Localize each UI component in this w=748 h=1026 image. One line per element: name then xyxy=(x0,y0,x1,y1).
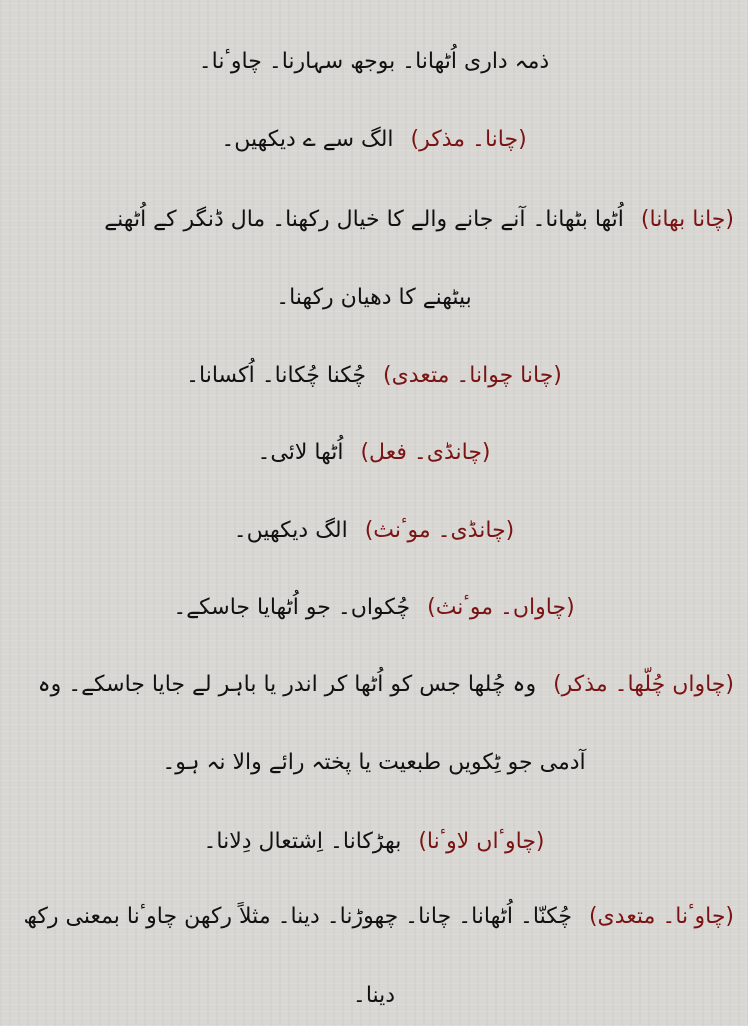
entry-term: (چاواں چُلّھا۔ مذکر) xyxy=(553,672,734,697)
entry-definition: چُکنّا۔ اُٹھانا۔ چانا۔ چھوڑنا۔ دینا۔ مثلاً رکھن چاوٴنا بمعنی رکھ xyxy=(23,904,572,929)
entry-definition: وہ چُلھا جس کو اُٹھا کر اندر یا باہر لے جایا جاسکے۔ وہ xyxy=(37,672,537,697)
entry-line xyxy=(14,822,734,862)
entry-line xyxy=(14,897,734,937)
entry-line xyxy=(14,42,734,82)
entry-definition: آدمی جو ٹِکویں طبعیت یا پختہ رائے والا نہ ہو۔ xyxy=(162,750,586,775)
entry-definition: الگ دیکھیں۔ xyxy=(233,518,348,543)
entry-definition: چُکنا چُکانا۔ اُکسانا۔ xyxy=(186,363,366,388)
entry-term: (چانڈی۔ موٴنث) xyxy=(364,518,515,543)
entry-definition: بیٹھنے کا دھیان رکھنا۔ xyxy=(276,285,472,310)
entry-definition: بھڑکانا۔ اِشتعال دِلانا۔ xyxy=(203,829,402,854)
entry-line xyxy=(14,976,734,1016)
entry-line xyxy=(14,278,734,318)
entry-term: (چانڈی۔ فعل) xyxy=(360,440,491,465)
entry-line xyxy=(14,356,734,396)
entry-line xyxy=(14,120,734,160)
entry-term: (چانا چوانا۔ متعدی) xyxy=(383,363,562,388)
entry-definition: اُٹھا لائی۔ xyxy=(257,440,344,465)
entry-line xyxy=(14,433,734,473)
entry-definition: اُٹھا بٹھانا۔ آنے جانے والے کا خیال رکھنا۔ مال ڈنگر کے اُٹھنے xyxy=(104,207,624,232)
entry-definition: چُکواں۔ جو اُٹھایا جاسکے۔ xyxy=(173,595,411,620)
entry-definition: الگ سے ے دیکھیں۔ xyxy=(221,127,394,152)
entry-definition: ذمہ داری اُٹھانا۔ بوجھ سہارنا۔ چاوٴنا۔ xyxy=(198,49,550,74)
entry-definition: دینا۔ xyxy=(352,983,396,1008)
entry-term: (چانا۔ مذکر) xyxy=(410,127,527,152)
entry-term: (چانا بھانا) xyxy=(640,207,734,232)
entry-line xyxy=(14,743,734,783)
entry-term: (چاواں۔ موٴنث) xyxy=(427,595,575,620)
entry-line xyxy=(14,588,734,628)
entry-term: (چاوٴاں لاوٴنا) xyxy=(418,829,545,854)
entry-term: (چاوٴنا۔ متعدی) xyxy=(588,904,734,929)
entry-line xyxy=(14,665,734,705)
entry-line xyxy=(14,511,734,551)
entry-line xyxy=(14,200,734,240)
